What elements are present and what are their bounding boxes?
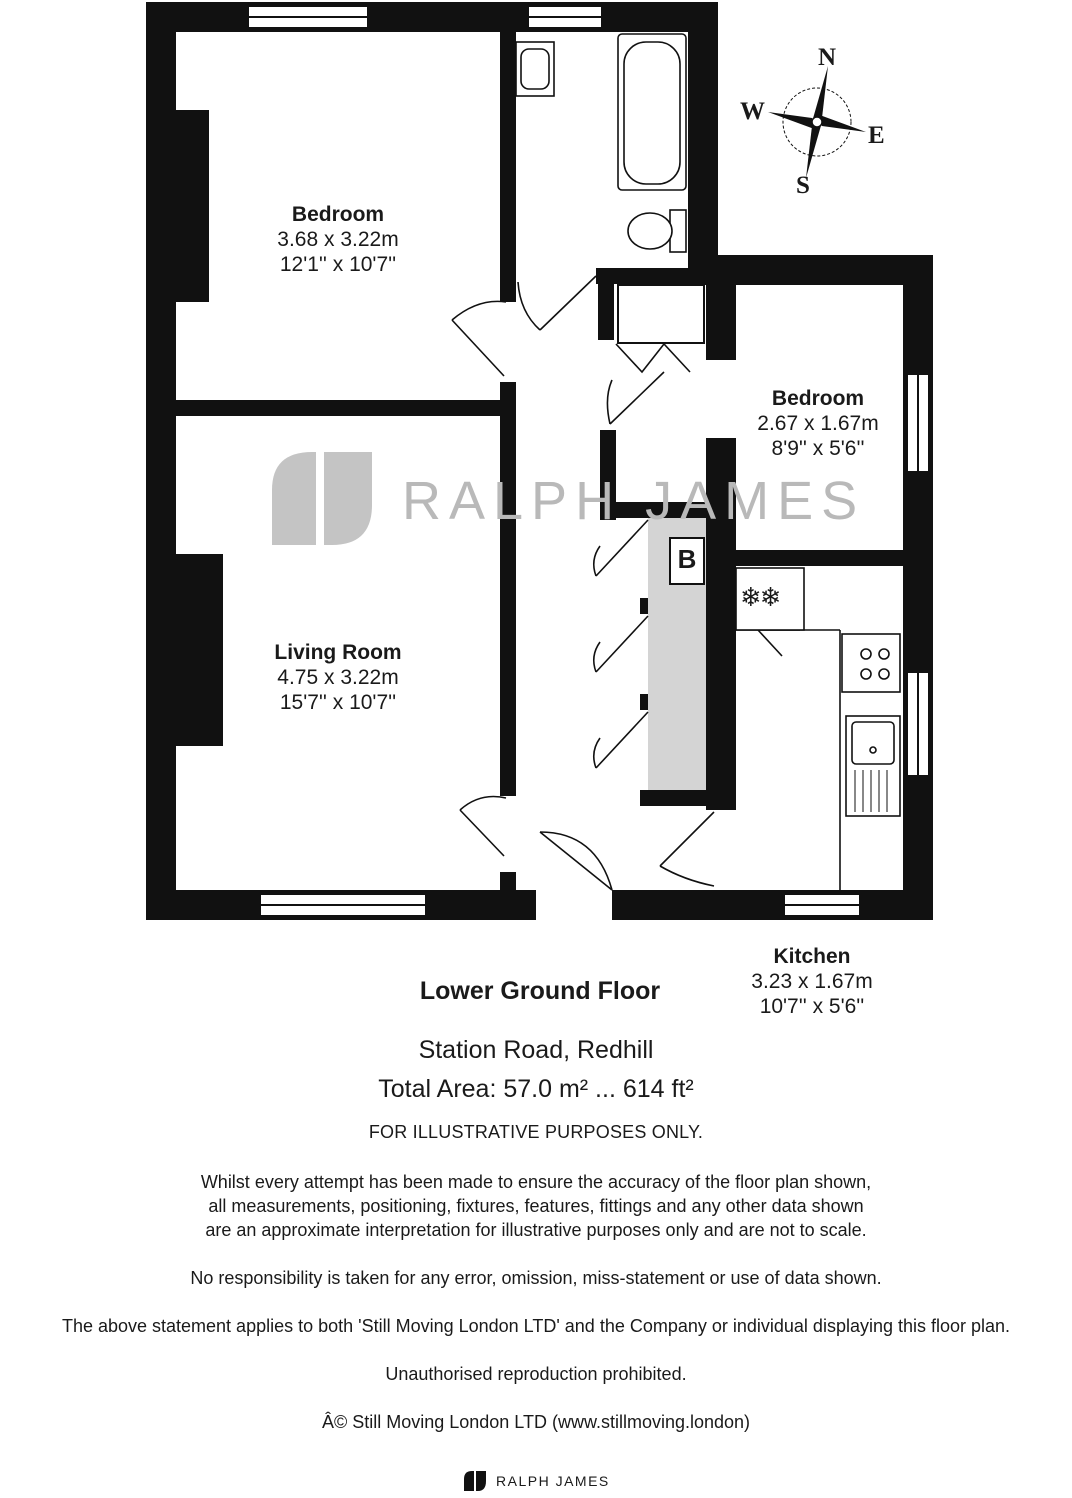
compass-west: W	[740, 98, 765, 125]
room-name: Bedroom	[771, 387, 865, 410]
copyright: Â© Still Moving London LTD (www.stillmoving.london)	[321, 1412, 751, 1432]
room-label-living-room	[230, 640, 446, 716]
room-imperial: 8'9'' x 5'6''	[771, 437, 865, 461]
kitchen-fixtures	[736, 568, 900, 890]
room-imperial: 10'7'' x 5'6''	[759, 995, 865, 1019]
illustrative-notice: FOR ILLUSTRATIVE PURPOSES ONLY.	[368, 1122, 704, 1142]
freezer-icon: ❄❄	[740, 582, 780, 612]
room-imperial: 15'7'' x 10'7''	[279, 691, 397, 715]
bathroom-fixtures	[516, 34, 686, 252]
reproduction-notice: Unauthorised reproduction prohibited.	[385, 1364, 687, 1384]
responsibility-notice: No responsibility is taken for any error, omission, miss-statement or use of data shown.	[190, 1268, 882, 1288]
applies-notice: The above statement applies to both 'Still Moving London LTD' and the Company or individual displaying this floor plan.	[61, 1316, 1011, 1336]
room-name: Living Room	[274, 641, 402, 664]
watermark-text: RALPH JAMES	[402, 471, 866, 531]
disclaimer-block	[0, 1170, 1072, 1242]
watermark-logo	[272, 452, 372, 545]
room-metric: 2.67 x 1.67m	[757, 412, 879, 436]
room-name: Bedroom	[291, 203, 385, 226]
room-metric: 3.68 x 3.22m	[277, 228, 399, 252]
footer-brand	[462, 1468, 610, 1494]
room-name: Kitchen	[773, 945, 851, 968]
address: Station Road, Redhill	[418, 1036, 654, 1064]
floor-title: Lower Ground Floor	[419, 977, 661, 1005]
compass-icon	[768, 66, 866, 178]
brand-logo-icon	[462, 1469, 488, 1493]
disclaimer-line: all measurements, positioning, fixtures, features, fittings and any other data shown	[208, 1196, 864, 1216]
room-label-kitchen	[726, 944, 898, 1020]
room-label-bedroom-1	[230, 202, 446, 278]
room-metric: 4.75 x 3.22m	[277, 666, 399, 690]
disclaimer-line: Whilst every attempt has been made to ensure the accuracy of the floor plan shown,	[200, 1172, 872, 1192]
compass-south: S	[796, 172, 810, 199]
footer-brand-text: RALPH JAMES	[496, 1473, 610, 1489]
room-label-bedroom-2	[730, 386, 906, 462]
total-area: Total Area: 57.0 m² ... 614 ft²	[378, 1075, 694, 1103]
boiler-label: B	[677, 544, 697, 574]
compass-east: E	[868, 122, 885, 149]
airing-cupboard	[618, 285, 704, 343]
compass-north: N	[818, 44, 837, 71]
disclaimer-line: are an approximate interpretation for illustrative purposes only and are not to scale.	[205, 1220, 867, 1240]
room-metric: 3.23 x 1.67m	[751, 970, 873, 994]
room-imperial: 12'1'' x 10'7''	[279, 253, 397, 277]
